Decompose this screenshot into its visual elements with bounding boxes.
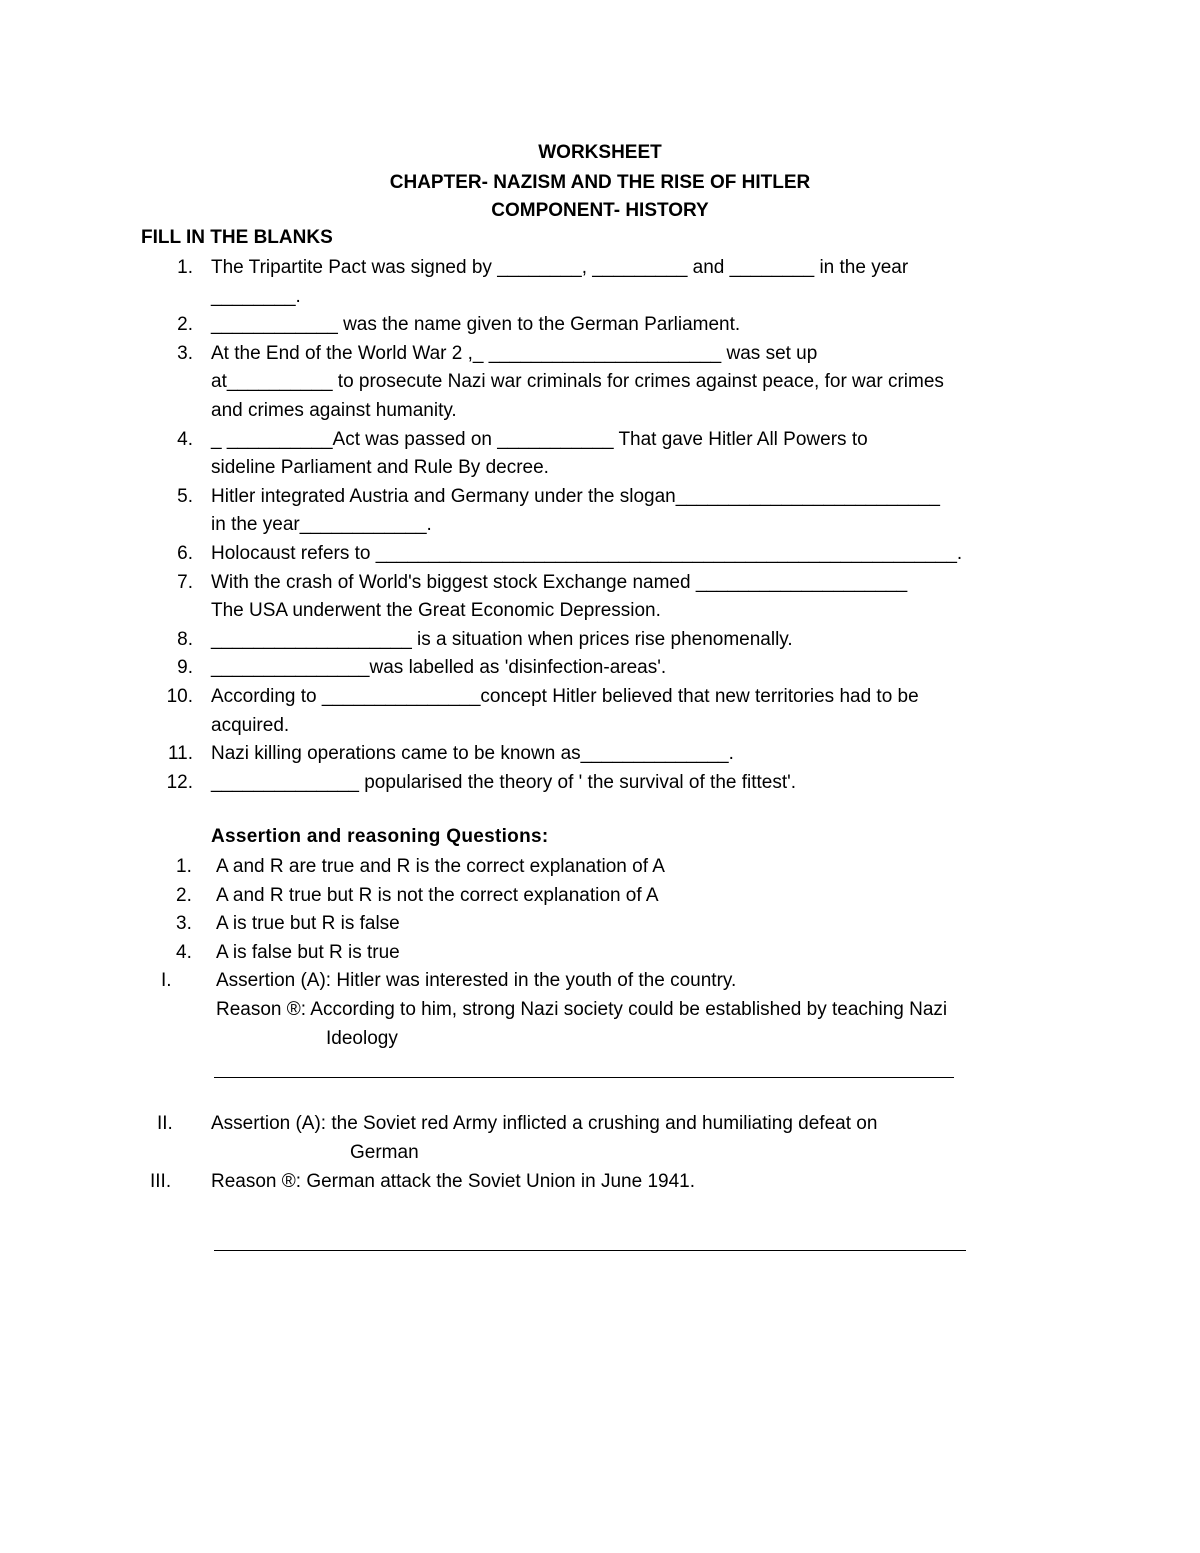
- assertion-option-text: A and R are true and R is the correct explanation of A: [216, 856, 665, 877]
- fill-blank-number: 6.: [177, 543, 193, 564]
- fill-blank-text: ___________________ is a situation when prices rise phenomenally.: [211, 628, 793, 650]
- assertion-q1-number: I.: [161, 970, 172, 991]
- assertion-q3-number: III.: [150, 1171, 172, 1192]
- assertion-q3-reason: Reason ®: German attack the Soviet Union in June 1941.: [211, 1171, 695, 1192]
- fill-blank-text: sideline Parliament and Rule By decree.: [211, 457, 549, 479]
- assertion-q1-reason: Reason ®: According to him, strong Nazi society could be established by teaching Nazi: [216, 999, 948, 1020]
- fill-blank-text: in the year____________.: [211, 514, 432, 536]
- assertion-q1-assertion: Assertion (A): Hitler was interested in the youth of the country.: [216, 970, 737, 991]
- fill-blank-text: at__________ to prosecute Nazi war criminals for crimes against peace, for war crimes: [211, 371, 944, 393]
- fill-blank-text: The USA underwent the Great Economic Depression.: [211, 600, 661, 622]
- fill-blank-number: 8.: [177, 628, 193, 650]
- fill-blank-number: 1.: [177, 257, 193, 278]
- assertion-q2-assertion: Assertion (A): the Soviet red Army inflicted a crushing and humiliating defeat on: [211, 1113, 878, 1134]
- fill-blank-number: 2.: [177, 314, 193, 336]
- fill-blank-number: 7.: [177, 571, 193, 593]
- assertion-q2-number: II.: [157, 1113, 173, 1134]
- assertion-option-number: 3.: [176, 913, 192, 934]
- fill-blank-number: 3.: [177, 342, 193, 364]
- fill-blank-number: 5.: [177, 485, 193, 507]
- fill-blank-text: acquired.: [211, 714, 290, 736]
- worksheet-title: WORKSHEET: [538, 142, 662, 163]
- assertion-q2-assertion-cont: German: [350, 1142, 419, 1163]
- fill-blank-number: 10.: [166, 686, 193, 707]
- assertion-section-title: Assertion and reasoning Questions:: [211, 826, 549, 847]
- assertion-option-text: A is false but R is true: [216, 941, 400, 963]
- chapter-heading: CHAPTER- NAZISM AND THE RISE OF HITLER: [389, 172, 811, 193]
- fill-blank-number: 4.: [177, 428, 193, 450]
- answer-line-2: [214, 1250, 966, 1251]
- fill-blank-text: ____________ was the name given to the German Parliament.: [211, 314, 741, 336]
- assertion-q1-reason-cont: Ideology: [326, 1028, 398, 1049]
- fill-blank-text: ________.: [211, 285, 301, 307]
- fill-blank-text: According to _______________concept Hitler believed that new territories had to be: [211, 686, 919, 707]
- fill-blanks-title: FILL IN THE BLANKS: [141, 227, 333, 248]
- fill-blank-text: At the End of the World War 2 ,_ ______________________ was set up: [211, 342, 818, 364]
- assertion-option-number: 4.: [176, 941, 192, 963]
- fill-blank-text: Hitler integrated Austria and Germany under the slogan_________________________: [211, 485, 940, 507]
- fill-blank-number: 9.: [177, 657, 193, 679]
- fill-blank-text: Holocaust refers to _______________________________________________________.: [211, 543, 963, 564]
- answer-line-1: [214, 1077, 954, 1078]
- assertion-option-number: 1.: [176, 856, 192, 877]
- fill-blank-number: 12.: [166, 771, 193, 793]
- fill-blank-text: Nazi killing operations came to be known as______________.: [211, 743, 734, 765]
- fill-blank-text: _______________was labelled as 'disinfection-areas'.: [211, 657, 667, 679]
- fill-blank-text: ______________ popularised the theory of ' the survival of the fittest'.: [211, 771, 797, 793]
- assertion-option-text: A is true but R is false: [216, 913, 400, 934]
- component-heading: COMPONENT- HISTORY: [491, 200, 709, 221]
- fill-blank-text: With the crash of World's biggest stock Exchange named ____________________: [211, 571, 908, 593]
- fill-blank-text: The Tripartite Pact was signed by ________, _________ and ________ in the year: [211, 257, 909, 278]
- fill-blank-number: 11.: [167, 743, 193, 765]
- assertion-option-number: 2.: [176, 884, 192, 906]
- assertion-option-text: A and R true but R is not the correct explanation of A: [216, 884, 659, 906]
- fill-blank-text: and crimes against humanity.: [211, 400, 457, 421]
- fill-blank-text: _ __________Act was passed on ___________ That gave Hitler All Powers to: [211, 428, 868, 450]
